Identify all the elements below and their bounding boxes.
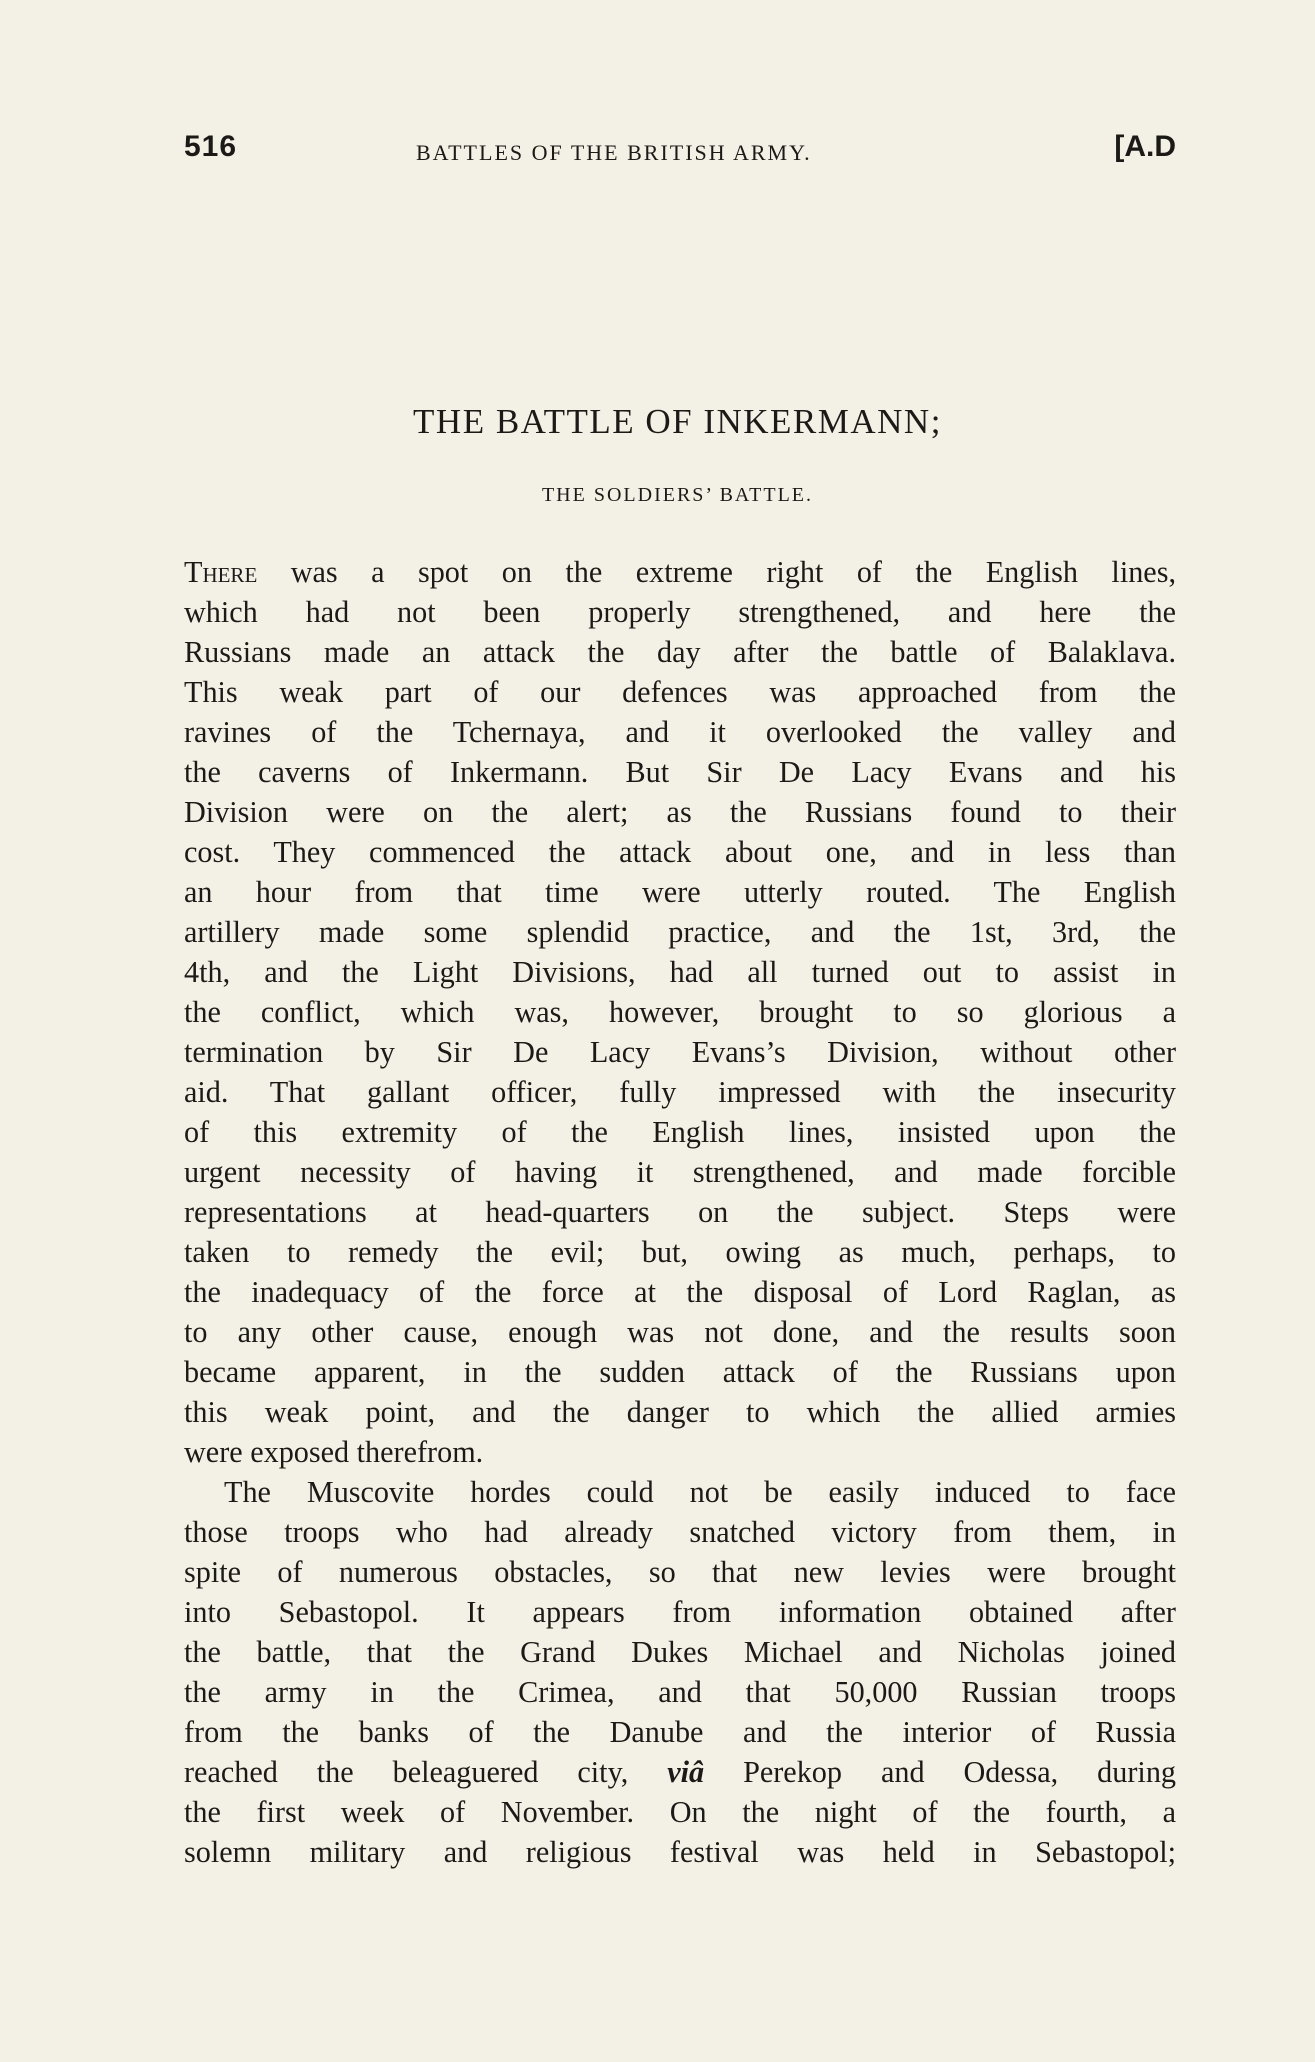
text-line-rest: was a spot on the extreme right of the English lines, xyxy=(257,555,1176,589)
text-line: solemn military and religious festival was held in Sebastopol; xyxy=(184,1835,1176,1869)
text-line: to any other cause, enough was not done, and the results soon xyxy=(184,1315,1176,1349)
running-head xyxy=(184,130,1176,180)
text-line: This weak part of our defences was approached from the xyxy=(184,675,1176,709)
text-line: became apparent, in the sudden attack of the Russians upon xyxy=(184,1355,1176,1389)
text-line: those troops who had already snatched victory from them, in xyxy=(184,1515,1176,1549)
text-line: The Muscovite hordes could not be easily induced to face xyxy=(224,1475,1176,1509)
text-line: this weak point, and the danger to which the allied armies xyxy=(184,1395,1176,1429)
text-line: the caverns of Inkermann. But Sir De Lacy Evans and his xyxy=(184,755,1176,789)
text-line-start: reached the beleaguered city, xyxy=(184,1755,668,1789)
text-line: spite of numerous obstacles, so that new levies were brought xyxy=(184,1555,1176,1589)
text-line: into Sebastopol. It appears from information obtained after xyxy=(184,1595,1176,1629)
text-line: representations at head-quarters on the subject. Steps were xyxy=(184,1195,1176,1229)
text-line xyxy=(184,552,1176,592)
text-line: cost. They commenced the attack about one, and in less than xyxy=(184,835,1176,869)
text-line: urgent necessity of having it strengthened, and made forcible xyxy=(184,1155,1176,1189)
text-line: Division were on the alert; as the Russians found to their xyxy=(184,795,1176,829)
text-line-end: Perekop and Odessa, during xyxy=(704,1755,1177,1789)
text-line: the inadequacy of the force at the disposal of Lord Raglan, as xyxy=(184,1275,1176,1309)
chapter-subtitle: THE SOLDIERS’ BATTLE. xyxy=(541,484,814,506)
text-line: artillery made some splendid practice, and the 1st, 3rd, the xyxy=(184,915,1176,949)
text-line: from the banks of the Danube and the interior of Russia xyxy=(184,1715,1176,1749)
text-line: the conflict, which was, however, brought to so glorious a xyxy=(184,995,1176,1029)
text-line: which had not been properly strengthened, and here the xyxy=(184,595,1176,629)
text-line: the battle, that the Grand Dukes Michael and Nicholas joined xyxy=(184,1635,1176,1669)
running-suffix: [A.D xyxy=(1114,130,1176,163)
text-line: aid. That gallant officer, fully impressed with the insecurity xyxy=(184,1075,1176,1109)
italic-word: viâ xyxy=(667,1755,705,1789)
body-text xyxy=(184,552,1176,1872)
text-line: taken to remedy the evil; but, owing as much, perhaps, to xyxy=(184,1235,1176,1269)
text-line: the army in the Crimea, and that 50,000 Russian troops xyxy=(184,1675,1176,1709)
text-line: 4th, and the Light Divisions, had all turned out to assist in xyxy=(184,955,1176,989)
text-line: an hour from that time were utterly routed. The English xyxy=(184,875,1176,909)
text-line: termination by Sir De Lacy Evans’s Division, without other xyxy=(184,1035,1176,1069)
text-line xyxy=(184,1752,1176,1792)
chapter-title: THE BATTLE OF INKERMANN; xyxy=(413,402,942,441)
paragraph-lead-word: There xyxy=(184,555,258,589)
page-number: 516 xyxy=(184,130,238,163)
running-title: BATTLES OF THE BRITISH ARMY. xyxy=(416,140,812,165)
text-line: were exposed therefrom. xyxy=(184,1435,484,1469)
text-line: of this extremity of the English lines, insisted upon the xyxy=(184,1115,1176,1149)
text-line: ravines of the Tchernaya, and it overlooked the valley and xyxy=(184,715,1176,749)
text-line: the first week of November. On the night of the fourth, a xyxy=(184,1795,1176,1829)
text-line: Russians made an attack the day after the battle of Balaklava. xyxy=(184,635,1176,669)
